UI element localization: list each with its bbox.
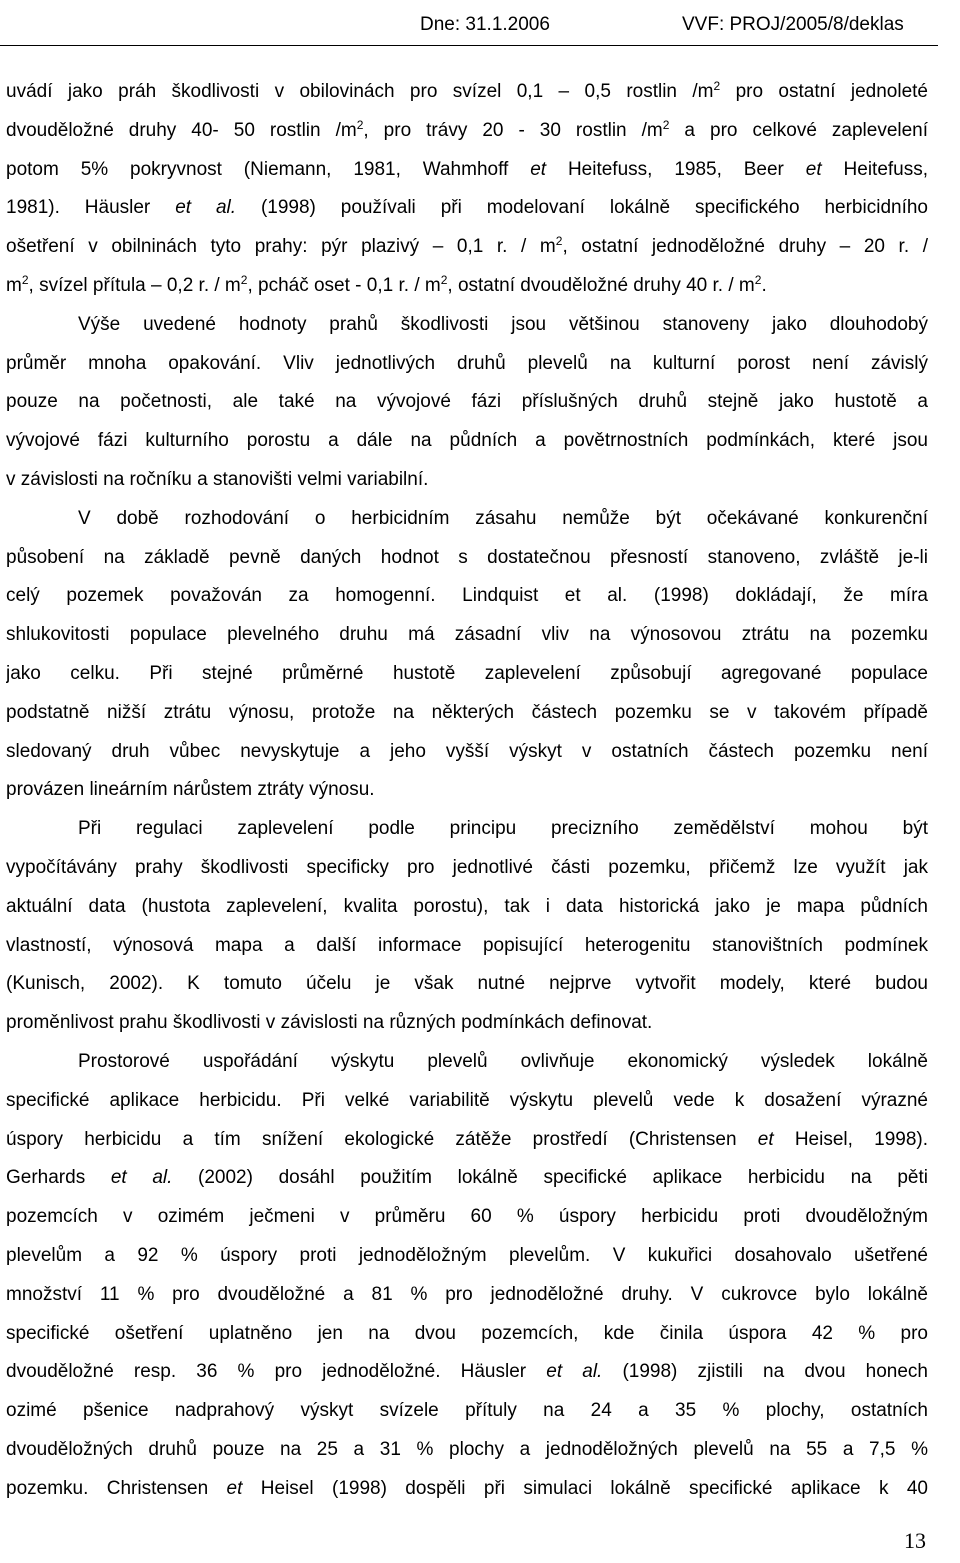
text-segment: působení na základě pevně daných hodnot s dostatečnou přesností stanoveno, zvláště je-li	[6, 546, 928, 568]
text-line	[6, 1159, 928, 1198]
text-segment: 1981). Häusler	[6, 197, 176, 219]
superscript: 2	[21, 272, 29, 287]
text-line	[6, 888, 928, 927]
text-segment: Výše uvedené hodnoty prahů škodlivosti jsou většinou stanoveny jako dlouhodobý	[78, 313, 928, 335]
body-text	[6, 73, 928, 1508]
text-segment: uvádí jako práh škodlivosti v obilovinách pro svízel 0,1 – 0,5 rostlin /m	[6, 81, 714, 102]
text-segment: plevelům a 92 % úspory proti jednoděložným plevelům. V kukuřici dosahovalo ušetřené	[6, 1244, 928, 1266]
text-line	[6, 1237, 928, 1276]
italic-text: et	[805, 158, 822, 180]
superscript: 2	[713, 79, 721, 93]
text-segment: dvouděložné druhy 40- 50 rostlin /m	[6, 119, 357, 141]
text-segment: Gerhards	[6, 1167, 111, 1189]
superscript: 2	[662, 117, 670, 132]
text-segment: a pro celkové zaplevelení	[669, 119, 928, 141]
text-segment: dvouděložné resp. 36 % pro jednoděložné. Häusler	[6, 1361, 547, 1383]
text-segment: (1998) zjistili na dvou honech	[602, 1361, 928, 1383]
text-line	[6, 1470, 928, 1509]
italic-text: et	[226, 1477, 243, 1499]
text-segment: , svízel přítula – 0,2 r. / m	[28, 274, 241, 296]
text-segment: (1998) používali při modelovaní lokálně specifického herbicidního	[236, 197, 928, 219]
text-line	[6, 228, 928, 267]
text-line	[6, 306, 928, 345]
header-document-reference: VVF: PROJ/2005/8/deklas	[682, 14, 904, 35]
text-line	[6, 461, 928, 500]
text-segment: , pcháč oset - 0,1 r. / m	[247, 274, 441, 296]
italic-text: et al.	[175, 197, 237, 219]
superscript: 2	[440, 272, 448, 287]
text-segment: ozimé pšenice nadprahový výskyt svízele přítuly na 24 a 35 % plochy, ostatních	[6, 1400, 928, 1422]
text-segment: pozemcích v ozimém ječmeni v průměru 60 % úspory herbicidu proti dvouděložným	[6, 1206, 928, 1228]
text-segment: , ostatní dvouděložné druhy 40 r. / m	[447, 274, 755, 296]
italic-text: et	[530, 158, 547, 180]
italic-text: et al.	[110, 1167, 173, 1189]
text-segment: průměr mnoha opakování. Vliv jednotlivých druhů plevelů na kulturní porost není závislý	[6, 352, 928, 374]
text-line	[6, 112, 928, 151]
text-segment: potom 5% pokryvnost (Niemann, 1981, Wahmhoff	[6, 158, 531, 180]
text-segment: podstatně nižší ztrátu výnosu, protože na některých částech pozemku se v takovém případě	[6, 701, 928, 723]
text-segment: shlukovitosti populace plevelného druhu má zásadní vliv na výnosovou ztrátu na pozemku	[6, 624, 928, 646]
text-line	[6, 1392, 928, 1431]
text-segment: m	[6, 274, 22, 296]
text-segment: jako celku. Při stejné průměrné hustotě zaplevelení způsobují agregované populace	[6, 662, 928, 684]
text-segment: množství 11 % pro dvouděložné a 81 % pro jednoděložné druhy. V cukrovce bylo lokálně	[6, 1283, 928, 1305]
text-segment: Heitefuss,	[821, 158, 928, 180]
text-line	[6, 849, 928, 888]
page-number: 13	[904, 1528, 926, 1553]
text-line	[6, 383, 928, 422]
text-line	[6, 1082, 928, 1121]
text-line	[6, 189, 928, 228]
text-line	[6, 1431, 928, 1470]
text-segment: pro ostatní jednoleté	[720, 81, 928, 102]
text-line	[6, 1276, 928, 1315]
text-segment: vlastností, výnosová mapa a další informace popisující heterogenitu stanovištních podmínek	[6, 934, 928, 956]
text-line	[6, 771, 928, 810]
text-segment: v závislosti na ročníku a stanovišti velmi variabilní.	[6, 468, 429, 490]
text-segment: provázen lineárním nárůstem ztráty výnosu.	[6, 779, 375, 801]
text-line	[6, 539, 928, 578]
superscript: 2	[754, 272, 762, 287]
header-divider	[0, 45, 938, 46]
text-line	[6, 694, 928, 733]
text-line	[6, 927, 928, 966]
text-segment: celý pozemek považován za homogenní. Lindquist et al. (1998) dokládají, že míra	[6, 585, 928, 607]
superscript: 2	[555, 234, 563, 249]
text-segment: pouze na početnosti, ale také na vývojové fázi příslušných druhů stejně jako hustotě a	[6, 391, 928, 413]
text-line	[6, 1353, 928, 1392]
text-segment: pozemku. Christensen	[6, 1477, 227, 1499]
text-segment: (2002) dosáhl použitím lokálně specifické aplikace herbicidu na pěti	[172, 1167, 928, 1189]
text-segment: Heitefuss, 1985, Beer	[546, 158, 806, 180]
text-segment: ošetření v obilninách tyto prahy: pýr plazivý – 0,1 r. / m	[6, 236, 556, 258]
text-segment: úspory herbicidu a tím snížení ekologické zátěže prostředí (Christensen	[6, 1128, 758, 1150]
text-line	[6, 422, 928, 461]
text-line	[6, 73, 928, 112]
text-segment: , pro trávy 20 - 30 rostlin /m	[363, 119, 663, 141]
italic-text: et	[757, 1128, 774, 1150]
text-segment: sledovaný druh vůbec nevyskytuje a jeho vyšší výskyt v ostatních částech pozemku není	[6, 740, 928, 762]
text-line	[6, 1004, 928, 1043]
text-segment: , ostatní jednoděložné druhy – 20 r. /	[562, 236, 928, 258]
text-line	[6, 345, 928, 384]
text-segment: .	[761, 274, 767, 296]
text-segment: vývojové fázi kulturního porostu a dále na půdních a povětrnostních podmínkách, které jsou	[6, 430, 928, 452]
text-segment: dvouděložných druhů pouze na 25 a 31 % plochy a jednoděložných plevelů na 55 a 7,5 %	[6, 1438, 928, 1460]
header-date: Dne: 31.1.2006	[420, 14, 550, 35]
text-line	[6, 810, 928, 849]
text-line	[6, 1315, 928, 1354]
italic-text: et al.	[546, 1361, 603, 1383]
text-line	[6, 500, 928, 539]
text-line	[6, 1043, 928, 1082]
text-line	[6, 267, 928, 306]
text-segment: specifické aplikace herbicidu. Při velké variabilitě výskytu plevelů vede k dosažení výrazné	[6, 1089, 928, 1111]
text-line	[6, 965, 928, 1004]
text-segment: Heisel, 1998).	[773, 1128, 928, 1150]
text-segment: specifické ošetření uplatněno jen na dvou pozemcích, kde činila úspora 42 % pro	[6, 1322, 928, 1344]
text-line	[6, 1198, 928, 1237]
text-segment: vypočítávány prahy škodlivosti specificky pro jednotlivé části pozemku, přičemž lze využít jak	[6, 856, 928, 878]
text-segment: aktuální data (hustota zaplevelení, kvalita porostu), tak i data historická jako je mapa půdních	[6, 895, 928, 917]
text-segment: proměnlivost prahu škodlivosti v závislosti na různých podmínkách definovat.	[6, 1012, 653, 1034]
text-line	[6, 577, 928, 616]
text-line	[6, 733, 928, 772]
text-line	[6, 616, 928, 655]
text-segment: Při regulaci zaplevelení podle principu precizního zemědělství mohou být	[78, 818, 928, 840]
text-line	[6, 655, 928, 694]
text-segment: (Kunisch, 2002). K tomuto účelu je však nutné nejprve vytvořit modely, které budou	[6, 973, 928, 995]
superscript: 2	[356, 117, 364, 132]
text-segment: Heisel (1998) dospěli při simulaci lokálně specifické aplikace k 40	[242, 1477, 928, 1499]
superscript: 2	[240, 272, 248, 287]
text-line	[6, 151, 928, 190]
text-line	[6, 1121, 928, 1160]
text-segment: V době rozhodování o herbicidním zásahu nemůže být očekávané konkurenční	[78, 507, 928, 529]
text-segment: Prostorové uspořádání výskytu plevelů ovlivňuje ekonomický výsledek lokálně	[78, 1050, 928, 1072]
